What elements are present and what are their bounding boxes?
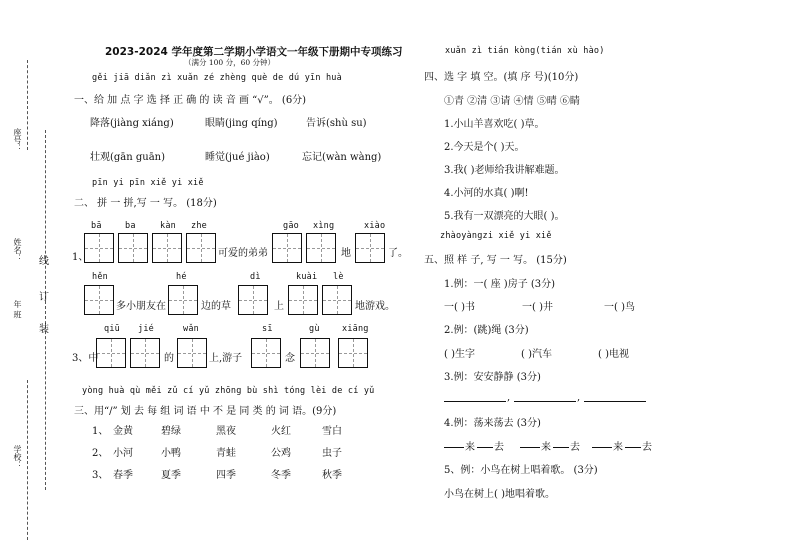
answer-line[interactable] xyxy=(584,401,646,402)
q2-r1-py-4: zhe xyxy=(191,221,207,231)
q2-r1-py-3: kàn xyxy=(160,221,176,231)
q2-r2-text-2: 边的草 xyxy=(201,301,231,312)
binding-char-xian: 线 xyxy=(39,256,49,267)
q5-ex1-item-1: 一( )书 xyxy=(444,302,475,313)
q4-item-2: 2.今天是个( )天。 xyxy=(444,142,525,153)
q3-r2-w2: 小鸭 xyxy=(161,448,181,459)
q5-ex4-char: 来 xyxy=(541,442,551,453)
q3-title: 三、用“/” 划 去 每 组 词 语 中 不 是 同 类 的 词 语。(9分) xyxy=(74,406,337,417)
q3-r1-w5: 雪白 xyxy=(322,426,342,437)
q1-item-4: 壮观(gān guān) xyxy=(90,152,166,163)
q2-r3-py-1: qiū xyxy=(104,324,120,334)
school-label: 学校： xyxy=(13,445,22,469)
q3-r3-w5: 秋季 xyxy=(322,470,342,481)
q2-r3-py-3: wǎn xyxy=(183,324,199,334)
q4-item-3: 3.我( )老师给我讲解难题。 xyxy=(444,165,565,176)
seat-label: 座号： xyxy=(13,128,22,152)
writing-box[interactable] xyxy=(118,233,148,263)
q2-r1-py-5: gāo xyxy=(283,221,299,231)
q2-r1-text-2: 地 xyxy=(341,248,351,259)
q3-r1-w1: 金黄 xyxy=(113,426,133,437)
writing-box[interactable] xyxy=(168,285,198,315)
q5-ex1-item-3: 一( )鸟 xyxy=(604,302,635,313)
q5-ex2-item-1: ( )生字 xyxy=(444,349,475,360)
writing-box[interactable] xyxy=(355,233,385,263)
binding-line-lower xyxy=(27,380,28,540)
q2-r3-text-3: 念 xyxy=(285,353,295,364)
writing-box[interactable] xyxy=(177,338,207,368)
answer-line[interactable] xyxy=(592,447,612,448)
q2-r3-py-2: jié xyxy=(138,324,154,334)
q3-r3-num: 3、 xyxy=(92,470,109,481)
q4-title: 四、选 字 填 空。(填 序 号)(10分) xyxy=(424,72,579,83)
q5-ex5-answer: 小鸟在树上( )地唱着歌。 xyxy=(444,489,555,500)
q2-r2-py-5: lè xyxy=(333,272,344,282)
binding-char-zhuang: 装 xyxy=(39,324,49,335)
answer-line[interactable] xyxy=(444,401,506,402)
q1-item-2: 眼睛(jing qíng) xyxy=(205,118,278,129)
q5-example-3: 3.例：安安静静 (3分) xyxy=(444,372,541,383)
q1-title: 一、给 加 点 字 选 择 正 确 的 读 音 画 “√”。 (6分) xyxy=(74,95,307,106)
q2-r2-py-4: kuài xyxy=(296,272,318,282)
answer-line[interactable] xyxy=(444,447,464,448)
answer-line[interactable] xyxy=(625,447,641,448)
q3-pinyin: yòng huà qù měi zǔ cí yǔ zhōng bù shì tóng lèi de cí yǔ xyxy=(82,386,375,396)
q2-title: 二、 拼 一 拼,写 一 写。 (18分) xyxy=(74,198,217,209)
q4-item-1: 1.小山羊喜欢吃( )草。 xyxy=(444,119,545,130)
q3-r2-w3: 青蛙 xyxy=(216,448,236,459)
q2-r1-text-1: 可爱的弟弟 xyxy=(218,248,268,259)
q2-r3-text-2: 上,游子 xyxy=(209,353,243,364)
q2-r3-py-5: gù xyxy=(309,324,320,334)
q3-r1-w4: 火红 xyxy=(271,426,291,437)
separator-comma: , xyxy=(577,392,581,403)
binding-char-ding: 订 xyxy=(39,292,49,303)
q2-r2-py-1: hěn xyxy=(92,272,108,282)
q2-r2-py-2: hé xyxy=(176,272,187,282)
writing-box[interactable] xyxy=(96,338,126,368)
binding-dashed-line xyxy=(45,130,46,490)
page-subtitle: （满分 100 分，60 分钟） xyxy=(184,58,276,67)
q5-example-4: 4.例：荡来荡去 (3分) xyxy=(444,418,541,429)
q2-r3-num: 3、中 xyxy=(72,353,99,364)
q2-r2-text-3: 上 xyxy=(274,301,284,312)
q3-r3-w3: 四季 xyxy=(216,470,236,481)
writing-box[interactable] xyxy=(288,285,318,315)
q5-pinyin: zhàoyàngzi xiě yi xiě xyxy=(440,231,552,241)
q2-r1-py-7: xiào xyxy=(364,221,386,231)
seat-dashed-line xyxy=(27,60,28,150)
q3-r1-w2: 碧绿 xyxy=(161,426,181,437)
q3-r2-w1: 小河 xyxy=(113,448,133,459)
writing-box[interactable] xyxy=(338,338,368,368)
q5-example-5: 5、例：小鸟在树上唱着歌。 (3分) xyxy=(444,465,598,476)
q5-ex4-char: 来 xyxy=(465,442,475,453)
writing-box[interactable] xyxy=(152,233,182,263)
writing-box[interactable] xyxy=(238,285,268,315)
q5-ex1-item-2: 一( )井 xyxy=(522,302,553,313)
page-title: 2023-2024 学年度第二学期小学语文一年级下册期中专项练习 xyxy=(105,46,403,58)
class-grade-label: 年 班 xyxy=(13,300,22,319)
name-label: 姓名： xyxy=(13,238,22,262)
q1-item-5: 睡觉(jué jiào) xyxy=(205,152,270,163)
q2-r3-text-1: 的 xyxy=(164,353,174,364)
q4-pinyin: xuǎn zì tián kòng(tián xù hào) xyxy=(445,46,605,56)
q3-r2-w4: 公鸡 xyxy=(271,448,291,459)
q3-r3-w4: 冬季 xyxy=(271,470,291,481)
writing-box[interactable] xyxy=(251,338,281,368)
q2-r2-text-4: 地游戏。 xyxy=(355,301,395,312)
q1-item-6: 忘记(wàn wàng) xyxy=(302,152,382,163)
q2-r1-num: 1、 xyxy=(72,252,89,263)
q1-item-3: 告诉(shù su) xyxy=(306,118,367,129)
q5-ex4-char: 去 xyxy=(494,442,504,453)
q5-title: 五、照 样 子, 写 一 写。 (15分) xyxy=(424,255,567,266)
q5-ex2-item-3: ( )电视 xyxy=(598,349,629,360)
answer-line[interactable] xyxy=(477,447,493,448)
q2-r2-py-3: dì xyxy=(250,272,261,282)
writing-box[interactable] xyxy=(186,233,216,263)
answer-line[interactable] xyxy=(553,447,569,448)
q3-r2-w5: 虫子 xyxy=(322,448,342,459)
q2-r3-py-4: sī xyxy=(262,324,273,334)
writing-box[interactable] xyxy=(272,233,302,263)
q2-r1-py-1: bā xyxy=(91,221,102,231)
writing-box[interactable] xyxy=(300,338,330,368)
q2-r1-text-3: 了。 xyxy=(388,248,408,259)
q1-item-1: 降落(jiàng xiáng) xyxy=(90,118,174,129)
q5-ex4-char: 去 xyxy=(570,442,580,453)
q4-options: ①青 ②清 ③请 ④情 ⑤晴 ⑥睛 xyxy=(444,96,580,107)
answer-line[interactable] xyxy=(514,401,576,402)
q3-r3-w2: 夏季 xyxy=(161,470,181,481)
writing-box[interactable] xyxy=(130,338,160,368)
writing-box[interactable] xyxy=(306,233,336,263)
q2-r3-py-6: xiāng xyxy=(342,324,369,334)
q4-item-4: 4.小河的水真( )啊! xyxy=(444,188,529,199)
q3-r1-w3: 黑夜 xyxy=(216,426,236,437)
q5-ex4-char: 来 xyxy=(613,442,623,453)
writing-box[interactable] xyxy=(84,233,114,263)
q2-r1-py-2: ba xyxy=(125,221,136,231)
separator-comma: , xyxy=(507,392,511,403)
q2-r2-text-1: 多小朋友在 xyxy=(116,301,166,312)
q2-pinyin: pīn yi pīn xiě yi xiě xyxy=(92,178,204,188)
q2-r1-py-6: xìng xyxy=(313,221,335,231)
q4-item-5: 5.我有一双漂亮的大眼( )。 xyxy=(444,211,565,222)
q3-r3-w1: 春季 xyxy=(113,470,133,481)
q1-pinyin: gěi jiā diǎn zì xuǎn zé zhèng què de dú yīn huà xyxy=(92,73,342,83)
q3-r1-num: 1、 xyxy=(92,426,109,437)
q5-example-2: 2.例：(跳)绳 (3分) xyxy=(444,325,529,336)
q3-r2-num: 2、 xyxy=(92,448,109,459)
q5-ex2-item-2: ( )汽车 xyxy=(521,349,552,360)
writing-box[interactable] xyxy=(322,285,352,315)
writing-box[interactable] xyxy=(84,285,114,315)
q5-ex4-char: 去 xyxy=(642,442,652,453)
q5-example-1: 1.例：一( 座 )房子 (3分) xyxy=(444,279,556,290)
answer-line[interactable] xyxy=(520,447,540,448)
